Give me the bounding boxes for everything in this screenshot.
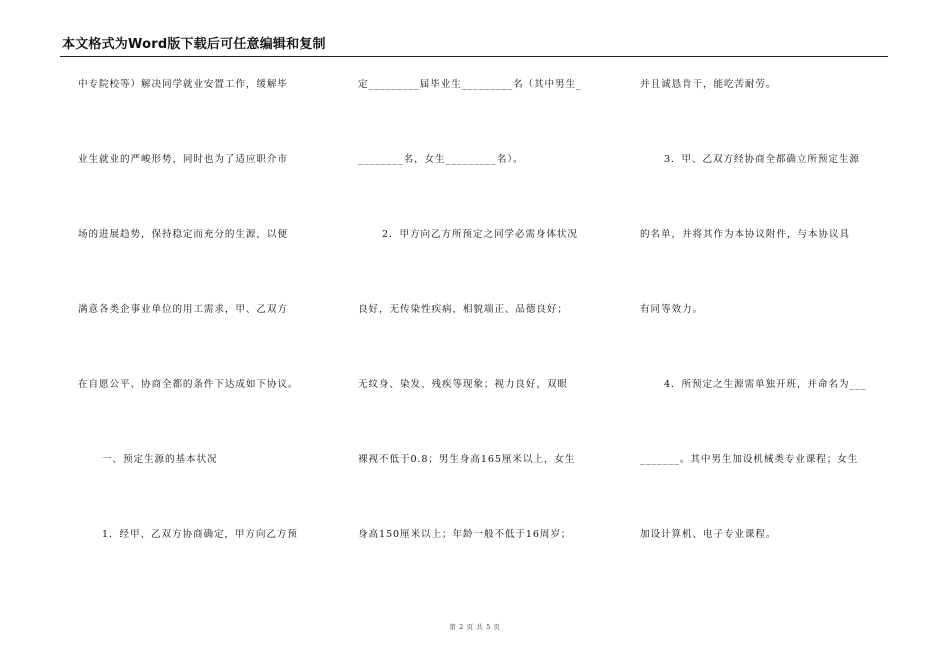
header-divider <box>60 56 888 57</box>
paragraph-line: 的名单，并将其作为本协议附件，与本协议具 <box>640 229 850 240</box>
paragraph-line: 身高150厘米以上；年龄一般不低于16周岁； <box>358 529 572 540</box>
paragraph-line: 2．甲方向乙方所预定之同学必需身体状况 <box>382 229 578 240</box>
paragraph-line: 场的进展趋势，保持稳定而充分的生源，以便 <box>78 229 288 240</box>
paragraph-line: 加设计算机、电子专业课程。 <box>640 529 777 540</box>
page-header-title: 本文格式为Word版下载后可任意编辑和复制 <box>62 37 326 52</box>
paragraph-line: 1．经甲、乙双方协商确定，甲方向乙方预 <box>102 529 298 540</box>
paragraph-line: 并且诚恳肯干，能吃苦耐劳。 <box>640 79 777 90</box>
paragraph-line: 良好，无传染性疾病，相貌端正、品德良好； <box>358 304 568 315</box>
paragraph-line: 定_________届毕业生_________名（其中男生_ <box>358 79 582 90</box>
paragraph-line: 中专院校等）解决同学就业安置工作，缓解毕 <box>78 79 288 90</box>
paragraph-line: 3．甲、乙双方经协商全都确立所预定生源 <box>664 154 860 165</box>
paragraph-line: 业生就业的严峻形势，同时也为了适应职介市 <box>78 154 288 165</box>
paragraph-line: _______。其中男生加设机械类专业课程；女生 <box>640 454 859 465</box>
paragraph-line: 有同等效力。 <box>640 304 703 315</box>
page-number: 第 2 页 共 5 页 <box>449 623 501 631</box>
section-heading: 一、预定生源的基本状况 <box>102 454 218 465</box>
paragraph-line: 裸视不低于0.8；男生身高165厘米以上，女生 <box>358 454 576 465</box>
paragraph-line: 4．所预定之生源需单独开班，并命名为___ <box>664 379 867 390</box>
paragraph-line: 无纹身、染发、残疾等现象；视力良好，双眼 <box>358 379 568 390</box>
paragraph-line: ________名，女生_________名）。 <box>358 154 524 165</box>
paragraph-line: 满意各类企事业单位的用工需求，甲、乙双方 <box>78 304 288 315</box>
paragraph-line: 在自愿公平、协商全都的条件下达成如下协议。 <box>78 379 299 390</box>
